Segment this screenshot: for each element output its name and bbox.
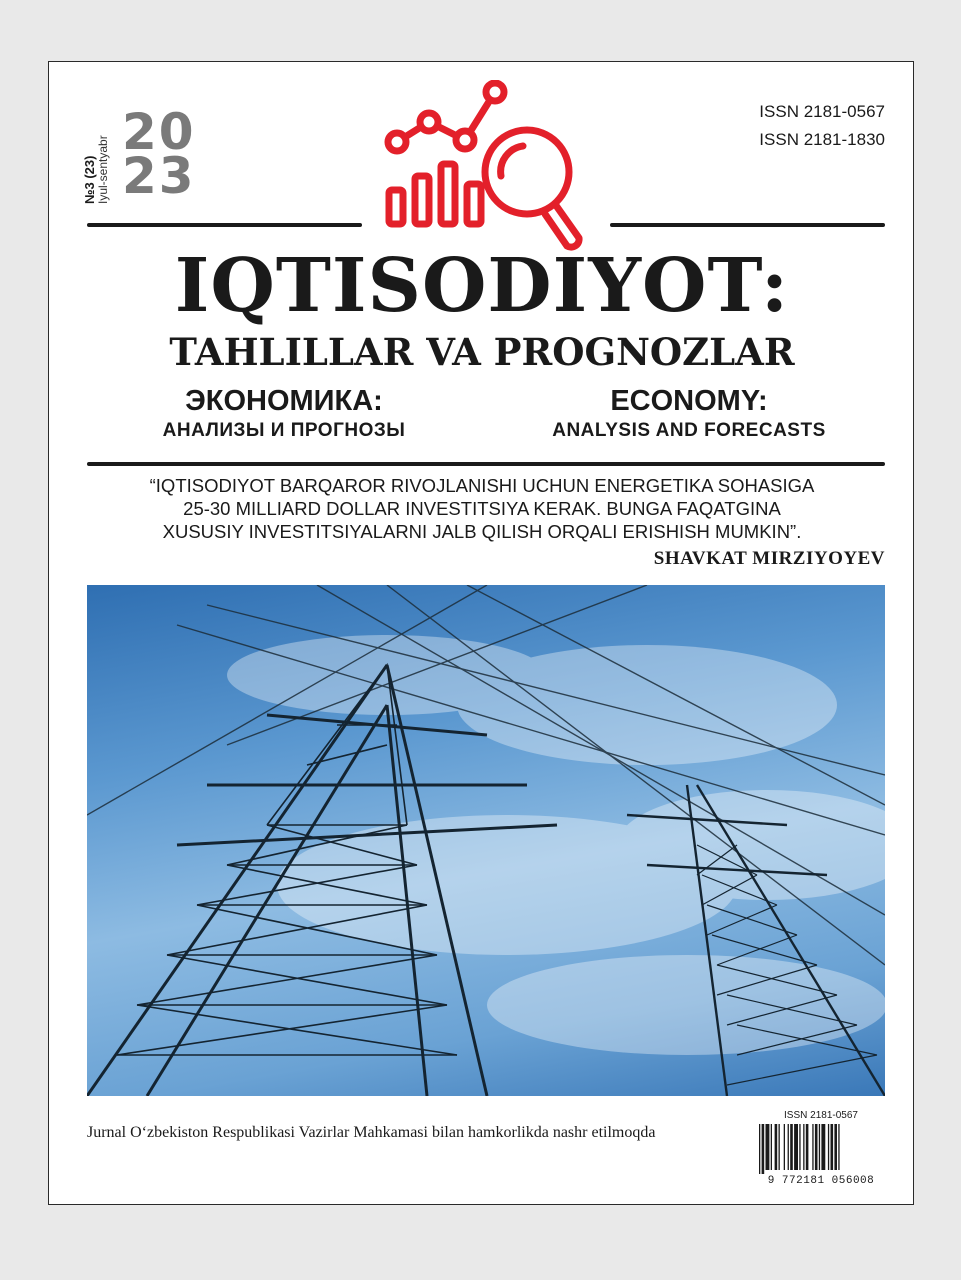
magazine-cover <box>48 61 914 1205</box>
barcode-block <box>757 1110 885 1190</box>
english-subtitle: ANALYSIS AND FORECASTS <box>552 420 826 441</box>
cover-photo-power-lines <box>87 585 885 1096</box>
issue-period: Iyul-sentyabr <box>96 135 110 204</box>
russian-subtitle: АНАЛИЗЫ И ПРОГНОЗЫ <box>162 420 406 441</box>
year-line-1: 20 <box>122 103 196 161</box>
barcode-icon <box>759 1124 883 1174</box>
issue-number: №3 (23) <box>82 155 97 204</box>
quote-line-2: 25-30 MILLIARD DOLLAR INVESTITSIYA KERAK. BUNGA FAQATGINA <box>183 498 781 519</box>
issue-info <box>83 124 113 204</box>
divider-right <box>610 223 885 227</box>
barcode-number: 9 772181 056008 <box>767 1175 875 1187</box>
divider-left <box>87 223 362 227</box>
issn-block <box>759 98 885 154</box>
quote-author: SHAVKAT MIRZIYOYEV <box>653 548 885 569</box>
barcode-issn: ISSN 2181-0567 <box>784 1110 858 1121</box>
english-title: ECONOMY: <box>610 385 768 417</box>
russian-title: ЭКОНОМИКА: <box>185 385 383 417</box>
quote-line-1: “IQTISODIYOT BARQAROR RIVOJLANISHI UCHUN ENERGETIKA SOHASIGA <box>149 475 815 496</box>
year-line-2: 23 <box>122 147 196 205</box>
journal-title: IQTISODIYOT: <box>174 243 790 329</box>
english-title-block <box>519 384 859 444</box>
journal-subtitle: TAHLILLAR VA PROGNOZLAR <box>169 330 795 374</box>
quote-line-3: XUSUSIY INVESTITSIYALARNI JALB QILISH ORQALI ERISHISH MUMKIN”. <box>162 521 802 542</box>
divider-full <box>87 462 885 466</box>
issn-print: ISSN 2181-0567 <box>759 102 885 121</box>
chart-magnifier-icon <box>377 80 597 252</box>
issn-online: ISSN 2181-1830 <box>759 130 885 149</box>
cover-quote <box>79 474 885 543</box>
publication-note: Jurnal O‘zbekiston Respublikasi Vazirlar Mahkamasi bilan hamkorlikda nashr etilmoqda <box>87 1124 656 1141</box>
russian-title-block <box>129 384 439 444</box>
issue-year <box>122 103 212 205</box>
